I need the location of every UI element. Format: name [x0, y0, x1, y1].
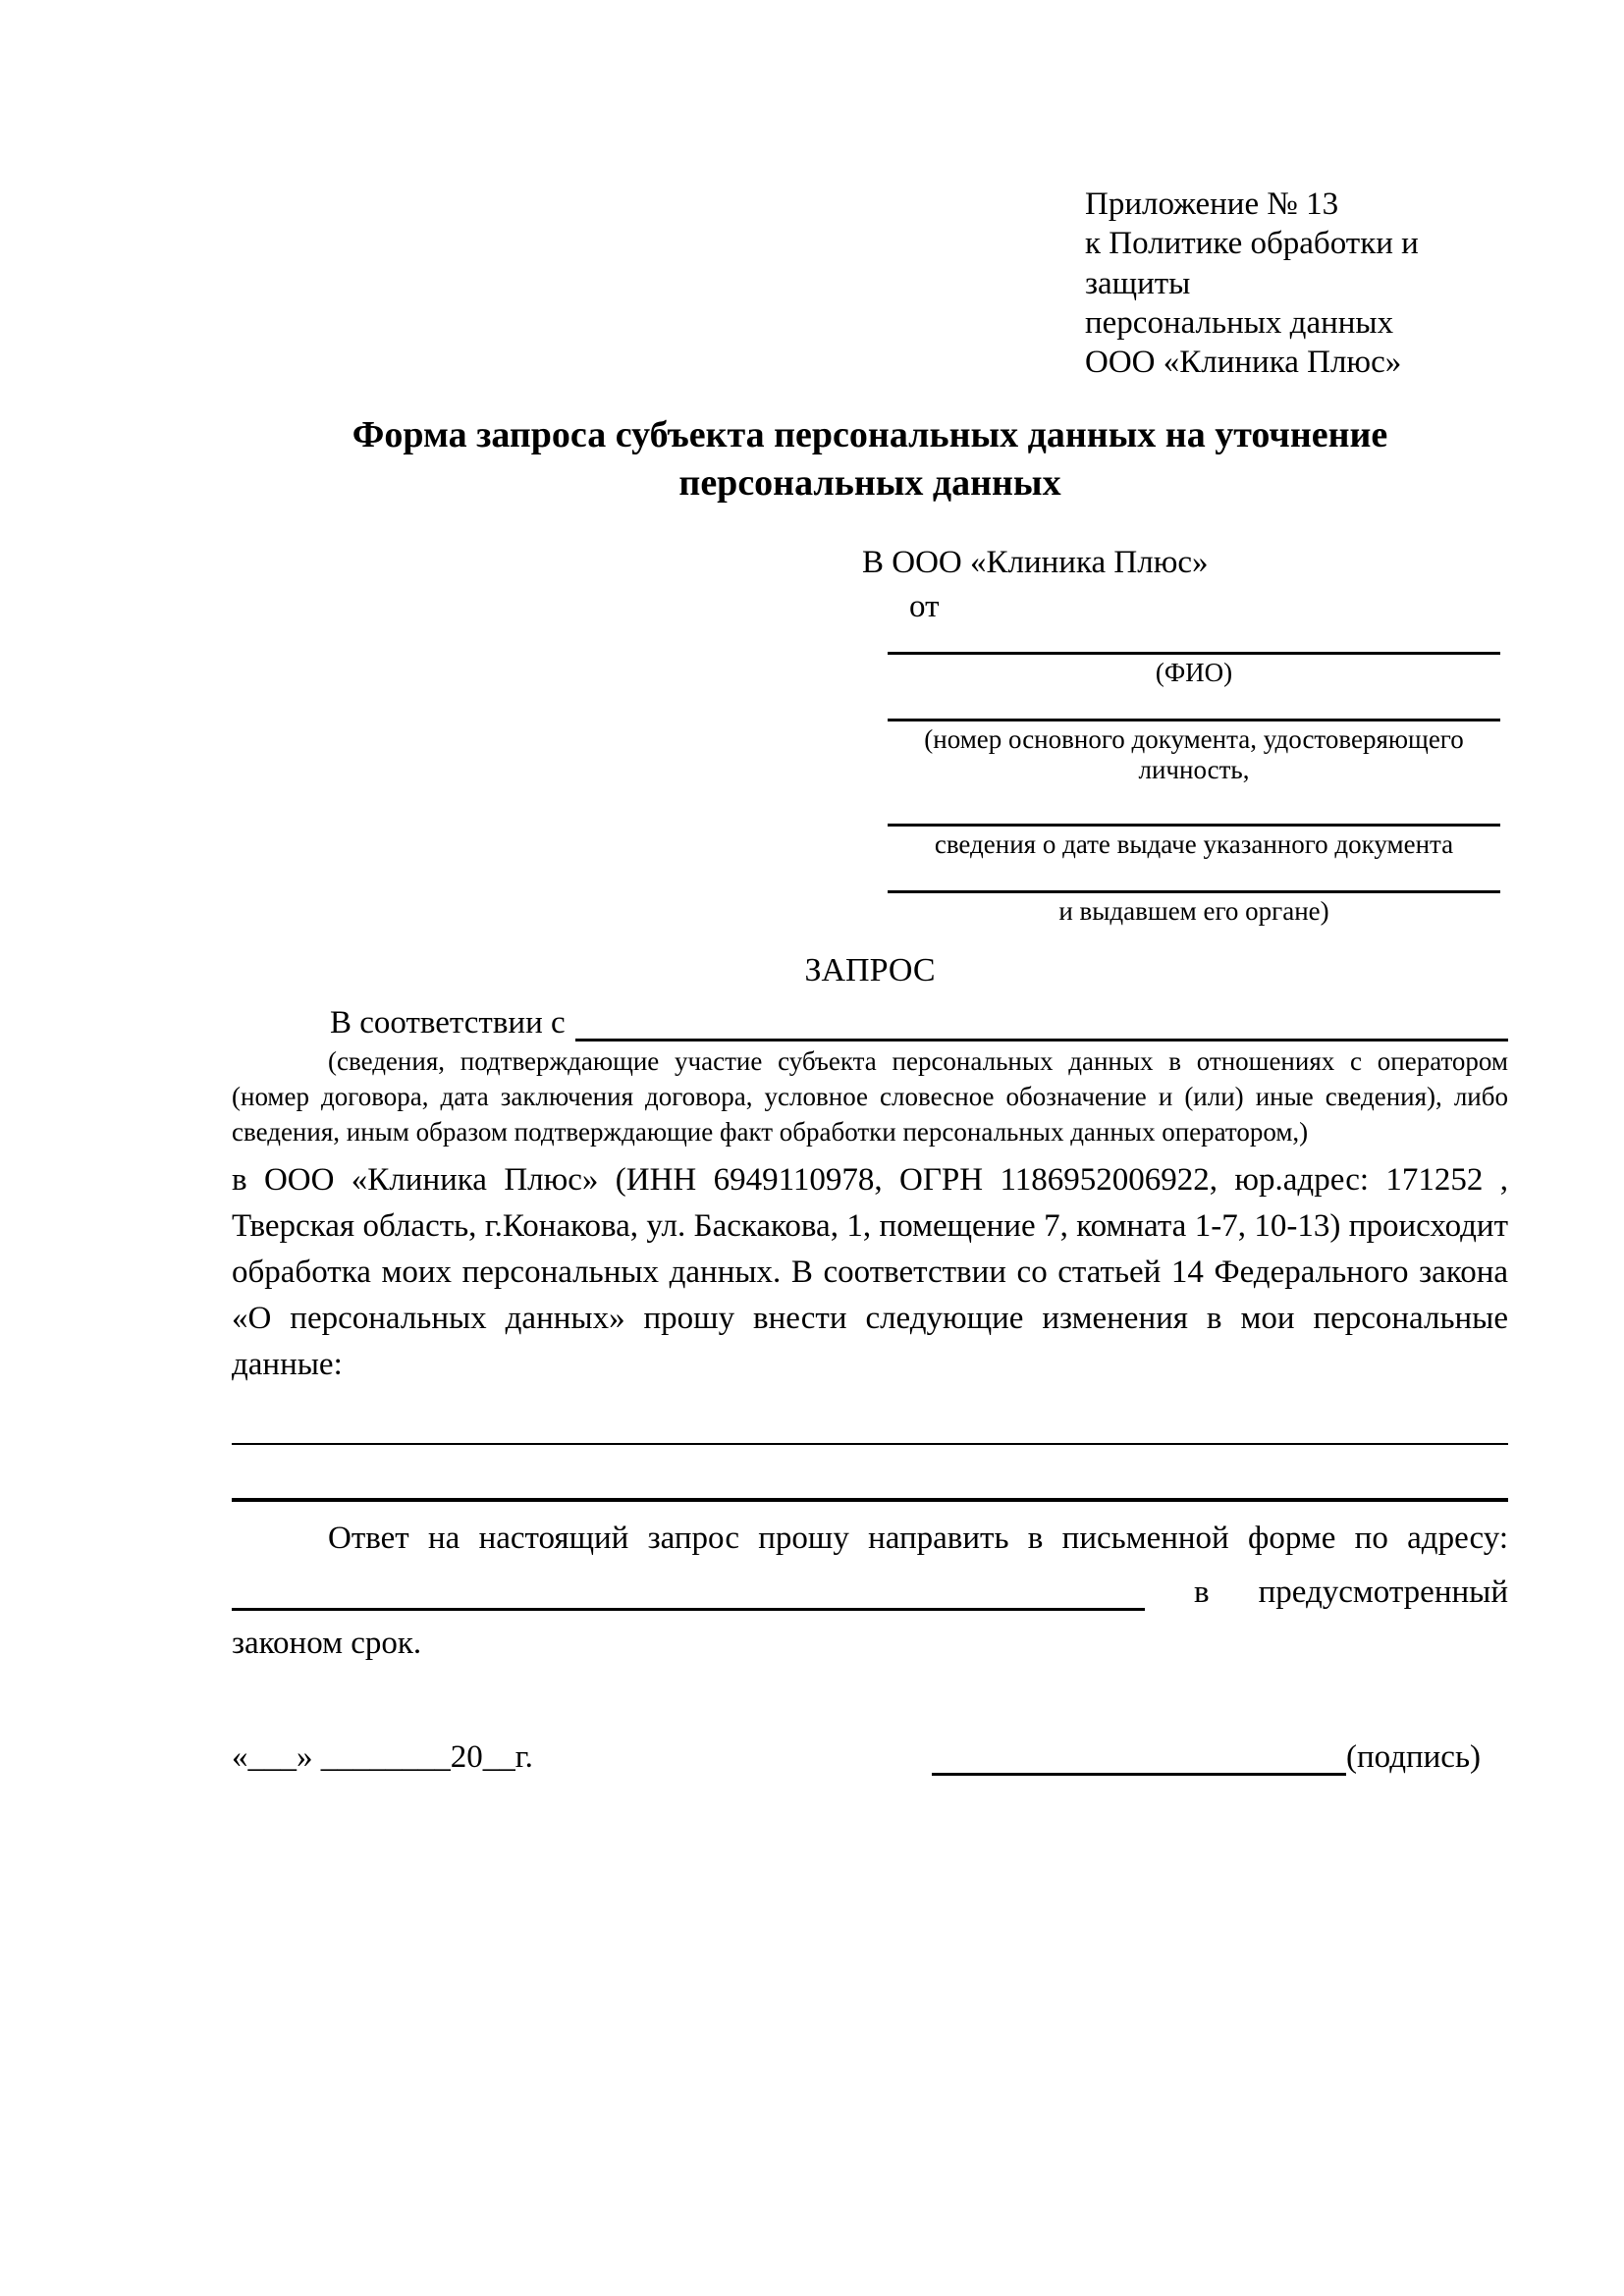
date-signature-row — [232, 1736, 1508, 1776]
document-title: Форма запроса субъекта персональных данных на уточнение персональных данных — [352, 414, 1388, 504]
appendix-line: к Политике обработки и защиты — [1085, 226, 1419, 301]
changes-blank-line-2 — [232, 1498, 1508, 1502]
from-label: от — [909, 588, 940, 624]
basis-label: В соответствии с — [330, 1004, 566, 1041]
doc-number-blank-line — [888, 688, 1500, 721]
reply-word: в — [1194, 1575, 1210, 1611]
reply-paragraph-line2 — [232, 1562, 1508, 1611]
doc-number-caption: (номер основного документа, удостоверяющего личность, — [924, 723, 1464, 784]
appendix-line: Приложение № 13 — [1085, 187, 1339, 222]
request-heading: ЗАПРОС — [804, 951, 936, 988]
issue-date-caption: сведения о дате выдаче указанного документа — [934, 828, 1454, 859]
issue-date-blank-line — [888, 793, 1500, 827]
recipient-block — [862, 545, 1508, 927]
date-field: «___» ________20__г. — [232, 1739, 533, 1776]
signature-blank-line — [932, 1736, 1346, 1776]
basis-row — [232, 1005, 1508, 1041]
reply-word: предусмотренный — [1258, 1575, 1508, 1611]
issuing-authority-blank-line — [888, 860, 1500, 893]
reply-paragraph-line3: законом срок. — [232, 1625, 422, 1661]
appendix-line: персональных данных — [1085, 304, 1394, 341]
address-blank-line — [232, 1568, 1145, 1611]
fio-caption: (ФИО) — [1155, 657, 1233, 687]
appendix-line: ООО «Клиника Плюс» — [1085, 345, 1402, 380]
appendix-block — [1085, 185, 1508, 382]
recipient-to: В ООО «Клиника Плюс» — [862, 544, 1209, 580]
signature-group — [932, 1736, 1481, 1776]
fio-blank-line — [888, 625, 1500, 655]
issuing-authority-caption: и выдавшем его органе) — [1058, 895, 1329, 926]
changes-blank-line-1 — [232, 1443, 1508, 1445]
basis-footnote: (сведения, подтверждающие участие субъекта персональных данных в отношениях с оператором (номер договора, дата заключения договора, условное словесное обозначение и (или) иные сведения), либо сведения, иным образом подтверждающие факт обработки персональных данных оператором,) — [232, 1045, 1508, 1147]
reply-paragraph-line1: Ответ на настоящий запрос прошу направить в письменной форме по адресу: — [328, 1520, 1508, 1556]
basis-blank-line — [575, 1005, 1508, 1041]
request-body: в ООО «Клиника Плюс» (ИНН 6949110978, ОГРН 1186952006922, юр.адрес: 171252 , Тверская область, г.Конакова, ул. Баскакова, 1, помещение 7, комната 1-7, 10-13) происходит обработка моих персональных данных. В соответствии со статьей 14 Федерального закона «О персональных данных» прошу внести следующие изменения в мои персональные данные: — [232, 1162, 1508, 1382]
recipient-fields — [888, 625, 1500, 927]
signature-caption: (подпись) — [1346, 1739, 1481, 1776]
